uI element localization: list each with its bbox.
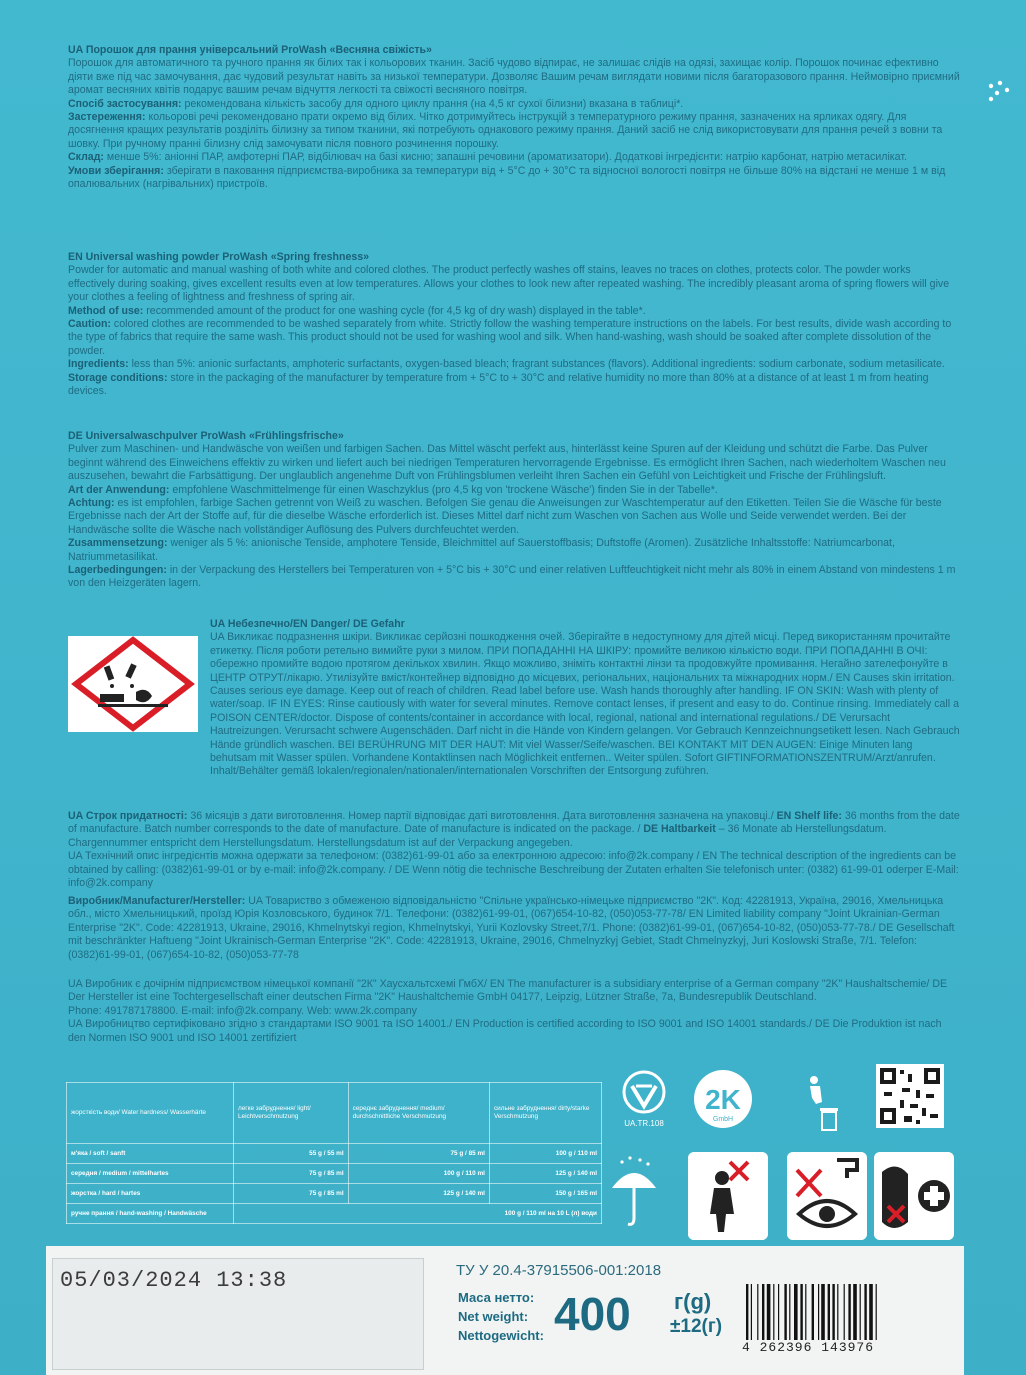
barcode-bar: [848, 1284, 850, 1342]
danger-title: UA Небезпечно/EN Danger/ DE Gefahr: [210, 618, 405, 630]
en-description: Powder for automatic and manual washing of both white and colored clothes. The product perfectly washes off stains, leaves no traces on clothes, protects color. The powder works effectively during soaking, gives excellent results even at low temperatures. Allows your clothes to look new after repeated washing. The incredibly pleasant aroma of spring flowers will give your clothes a feeling of lightness and freshness of spring air.: [68, 264, 950, 304]
en-method-label: Method of use:: [68, 304, 144, 317]
barcode-bar: [794, 1284, 798, 1342]
barcode-bar: [864, 1284, 866, 1342]
dosage-handwash-row: [67, 1204, 602, 1224]
corrosive-hazard-icon: [68, 636, 198, 732]
de-caution-label: Achtung:: [68, 497, 115, 510]
production-date-stamp: 05/03/2024 13:38: [60, 1268, 288, 1293]
barcode-bar: [812, 1284, 814, 1342]
eye-wash-icon: [787, 1152, 867, 1240]
barcode-bar: [762, 1284, 764, 1342]
de-storage-text: in der Verpackung des Herstellers bei Temperaturen von + 5°C bis + 30°C und einer relativen Luftfeuchtigkeit nicht mehr als 80% in einem Abstand von mindestens 1 m von den Heizgeräten lagern.: [68, 564, 956, 590]
barcode-bar: [860, 1284, 861, 1342]
tech-description-text: UA Технічний опис інгредієнтів можна одержати за телефоном: (0382)61-99-01 або за електронною адресою: info@2k.company / EN The technical description of the ingredients can be obtained by calling: (0382)61-99-01 or by e-mail: info@2k.company. / DE Wenn nötig die technische Beschreibung der Zutaten erhalten Sie telefonisch unter: (0382) 61-99-01 oderper E-Mail: info@2k.company: [68, 850, 959, 890]
2k-logo-icon: [692, 1068, 754, 1130]
de-method-text: empfohlene Waschmittelmenge für einen Waschzyklus (pro 4,5 kg von 'trockene Wäsche') finden Sie in der Tabelle*.: [172, 483, 718, 496]
barcode-bar: [837, 1284, 838, 1342]
dosage-header-cell: легке забруднення/ light/ Leichtverschmutzung: [234, 1083, 349, 1144]
dosage-cell: 100 g / 110 ml: [489, 1144, 601, 1164]
weight-unit: г(g): [674, 1289, 712, 1314]
en-ingredients-text: less than 5%: anionic surfactants, amphoteric surfactants, oxygen-based bleach; fragrant substances (flavors). Additional ingredients: sodium carbonate, sodium metasilicate.: [131, 358, 945, 371]
barcode-bar: [828, 1284, 830, 1342]
dosage-cell: 125 g / 140 ml: [348, 1184, 489, 1204]
de-storage-label: Lagerbedingungen:: [68, 564, 167, 577]
barcode-bar: [778, 1284, 779, 1342]
ua-method-text: рекомендована кількість засобу для одного циклу прання (на 4,5 кг сухої білизни) вказана в таблиці*.: [184, 97, 684, 110]
en-storage-text: store in the packaging of the manufacturer by temperature from + 5°C to + 30°C and relative humidity no more than 80% at a distance of at least 1 m from heating devices.: [68, 371, 929, 398]
barcode-bar: [757, 1284, 758, 1342]
brand-logo-text: 2K: [705, 1084, 741, 1115]
shelf-ua-text: 36 місяців з дати виготовлення. Номер партії відповідає даті виготовлення. Дата виготовлення зазначена на упаковці./: [190, 810, 774, 822]
barcode-bar: [853, 1284, 857, 1342]
dosage-header-cell: жорсткість води/ Water hardness/ Wasserhärte: [67, 1083, 234, 1144]
barcode-bar: [773, 1284, 774, 1342]
ua-caution-text: кольорові речі рекомендовано прати окремо від білих. Чітко дотримуйтесь інструкцій з температурного режиму прання, зазначених на ярликах одягу. Для досягнення кращих результатів розділіть білизну за типом тканини, які потребують однакового режиму прання. Даний засіб не слід використовувати для прання речей з вовни та шовку. При ручному пранні білизну слід замочувати після повного розчинення порошку.: [68, 111, 943, 150]
dosage-cell: 100 g / 110 ml: [348, 1164, 489, 1184]
brand-small-text: GmbH: [712, 1116, 734, 1123]
dosage-cell: м'яка / soft / sanft: [67, 1144, 234, 1164]
qr-code-icon: [876, 1064, 944, 1128]
barcode-bar: [746, 1284, 748, 1342]
barcode-bar: [844, 1284, 845, 1342]
net-weight-label-en: Net weight:: [458, 1309, 529, 1324]
barcode-bar: [876, 1284, 877, 1342]
dosage-header-row: [67, 1083, 602, 1144]
dosage-row: [67, 1164, 602, 1184]
iso-text: UA Виробництво сертифіковано згідно з стандартами ISO 9001 та ISO 14001./ EN Production is certified according to ISO 9001 and ISO 14001 standards./ DE Die Produktion ist nach den Normen ISO 9001 und ISO 14001 zertifiziert: [68, 1018, 942, 1044]
weight-tolerance: ±12(г): [670, 1316, 723, 1337]
de-composition-label: Zusammensetzung:: [68, 537, 168, 550]
dosage-handwash-value: 100 g / 110 ml на 10 L (л) води: [234, 1204, 602, 1224]
dosage-header-cell: сильне забруднення/ dirty/starke Verschmutzung: [489, 1083, 601, 1144]
barcode-bar: [789, 1284, 790, 1342]
parent-company-section: [68, 978, 960, 1045]
manufacturer-section: [68, 895, 960, 962]
cert-label: UA.TR.108: [624, 1119, 664, 1128]
barcode-bar: [821, 1284, 825, 1342]
shelf-ua-label: UA Строк придатності:: [68, 810, 188, 822]
certification-mark-icon: [618, 1068, 670, 1130]
shelf-de-label: DE Haltbarkeit: [643, 823, 716, 836]
ua-description: Порошок для автоматичного та ручного прання як білих так і кольорових тканин. Засіб чудово відпирає, не залишає слідів на одязі, захищає колір. Порошок починає ефективно діяти вже під час замочування, дає чудовий результат навіть за низької температури. Дозволяє Вашим речам виглядати новими після багаторазового прання. Неймовірно приємний аромат весняних квітів подарує вашим речам відчуття легкості та свіжості весняного повітря.: [68, 57, 960, 97]
dosage-cell: середня / medium / mittelhartes: [67, 1164, 234, 1184]
en-caution-label: Caution:: [68, 318, 111, 331]
manufacturer-text: UA Товариство з обмеженою відповідальністю "Спільне українсько-німецьке підприємство "2К". Код: 42281913, Україна, 29016, Хмельницька обл., місто Хмельницький, проїзд Юрія Козловського, будинок 7/1. Телефони: (0382)61-99-01, (067)654-10-82, (050)053-77-78/ EN Limited liability company "Joint Ukrainian-German Enterprise "2K". Code: 42281913, Ukraine, 29016, Khmelnytskyi region, Khmelnytskyi, Yurii Kozlovsky Street,7/1. Phone: (0382)61-99-01, (067)654-10-82, (050)053-77-78./ DE Gesellschaft mit beschränkter Haftueng "Joint Ukrainisch-German Enterprise "2K". Code: 42281913, Ukraine, 29016, Chmelnyzkyj Gebiet, Stadt Chmelnyzkyj, Juri Koslowski Straße, 7/1. Telefon: (0382)61-99-01, (067)654-10-82, (050)053-77-78: [68, 895, 955, 961]
barcode-bar: [832, 1284, 834, 1342]
contacts-text: Phone: 491787178800. E-mail: info@2k.company. Web: www.2k.company: [68, 1004, 417, 1017]
barcode-bar: [751, 1284, 752, 1342]
parent-company-text: UA Виробник є дочірнім підприємством німецької компанії "2К" Хаусхальтсхемі ГмбХ/ EN The manufacturer is a subsidiary enterprise of a German company "2K" Haushaltschemie/ DE Der Hersteller ist eine Tochtergesellschaft einer deutschen Firma "2K" Haushaltchemie GmbH 04177, Leipzig, Lützner Straße, 7a, Bundesrepublik Deutschland.: [68, 978, 948, 1004]
net-weight-label-ua: Маса нетто:: [458, 1290, 535, 1305]
barcode-bar: [784, 1284, 786, 1342]
de-description: Pulver zum Maschinen- und Handwäsche von weißen und farbigen Sachen. Das Mittel wäscht perfekt aus, hinterlässt keine Spuren auf der Kleidung und schützt die Farbe. Das Pulver beginnt während des Einweichens effektiv zu wirken und liefert auch bei niedrigen Temperaturen hervorragende Ergebnisse. Es ermöglicht Ihren Sachen, nach wiederholtem Waschen neu auszusehen, bewahrt die Farbsättigung. Der unglaublich angenehme Duft von Frühlingsblumen verleiht Ihren Sachen ein Gefühl von Leichtigkeit und Frische der Frühlingsluft.: [68, 443, 946, 483]
barcode-bar: [767, 1284, 771, 1342]
dosage-cell: 55 g / 55 ml: [234, 1144, 349, 1164]
dosage-cell: 75 g / 85 ml: [348, 1144, 489, 1164]
ua-method-label: Спосіб застосування:: [68, 97, 182, 110]
dispose-bin-icon: [800, 1068, 840, 1146]
danger-section: [68, 618, 960, 779]
dosage-table: [66, 1082, 602, 1224]
dosage-cell: 150 g / 165 ml: [489, 1184, 601, 1204]
tu-standard-label: ТУ У 20.4-37915506-001:2018: [456, 1262, 662, 1279]
de-title: DE Universalwaschpulver ProWash «Frühlingsfrische»: [68, 430, 344, 442]
dosage-cell: ручне прання / hand-washing / Handwäsche: [67, 1204, 234, 1224]
shelf-en-label: EN Shelf life:: [776, 810, 842, 822]
en-description-section: [68, 251, 960, 398]
manufacturer-label: Виробник/Manufacturer/Hersteller:: [68, 895, 246, 907]
ua-description-section: [68, 44, 960, 191]
ua-storage-text: зберігати в паковання підприємства-виробника за температури від + 5°C до + 30°C та відносної вологості повітря не більше 80% на відстані не менше 1 м від опалювальних (нагрівальних) пристроїв.: [68, 164, 946, 191]
en-caution-text: colored clothes are recommended to be washed separately from white. Strictly follow the washing temperature instructions on the labels. For best results, divide wash according to the type of fabrics that require the same wash. This product should not be used for washing wool and silk. When hand-washing, wash should be soaked after complete dissolution of the powder.: [68, 318, 952, 357]
en-ingredients-label: Ingredients:: [68, 358, 129, 371]
shelf-life-section: [68, 810, 960, 890]
ua-title: UA Порошок для прання універсальний ProWash «Весняна свіжість»: [68, 44, 432, 56]
barcode-bar: [805, 1284, 806, 1342]
dosage-cell: 75 g / 85 ml: [234, 1164, 349, 1184]
shelf-en-text: 36 months from the date of manufacture. Batch number corresponds to the date of manufacture. Date of manufacture is indicated on the package. /: [68, 810, 960, 836]
danger-text: UA Викликає подразнення шкіри. Викликає серйозні пошкодження очей. Зберігайте в недоступному для дітей місці. Перед використанням прочитайте етикетку. Після роботи ретельно вимийте руки з милом. ПРИ ПОПАДАННІ НА ШКІРУ: промийте великою кількістю води. ПРИ ПОПАДАННІ В ОЧІ: обережно промийте водою протягом декількох хвилин. Якщо можливо, зніміть контактні лінзи та продовжуйте промивання. Негайно зателефонуйте в ЦЕНТР ОТРУТ/лікарю. Утилізуйте вміст/контейнер відповідно до місцевих, регіональних, національних та міжнародних норм./ EN Causes skin irritation. Causes serious eye damage. Keep out of reach of children. Read label before use. Wash hands thoroughly after handling. IF ON SKIN: Wash with plenty of water/soap. IF IN EYES: Rinse cautiously with water for several minutes. Remove contact lenses, if present and easy to do. Continue rinsing. Immediately call a POISON CENTER/doctor. Dispose of contents/container in accordance with local, regional, national and international regulations./ DE Verursacht Hautreizungen. Verursacht schwere Augenschäden. Darf nicht in die Hände von Kindern gelangen. Vor Gebrauch Kennzeichnungsetikett lesen. Nach Gebrauch Hände gründlich waschen. BEI BERÜHRUNG MIT DER HAUT: Mit viel Wasser/Seife/waschen. BEI KONTAKT MIT DEN AUGEN: Einige Minuten lang behutsam mit Wasser spülen. Vorhandene Kontaktlinsen nach Möglichkeit entfernen.. Weiter spülen. Sofort GIFTINFORMATIONSZENTRUM/Arzt/anrufen. Inhalt/Behälter gemäß lokalen/regionalen/nationalen/internationalen Vorschriften der Entsorgung zuführen.: [210, 631, 960, 778]
de-caution-text: es ist empfohlen, farbige Sachen getrennt von Weiß zu waschen. Befolgen Sie genau die Anweisungen zur Waschtemperatur auf den Etiketten. Teilen Sie die Wäsche für beste Ergebnisse nach der Art der Stoffe auf, für die dieselbe Wäsche erforderlich ist. Dieses Mittel darf nicht zum Waschen von Sachen aus Wolle und Seide verwendet werden. Bei der Handwäsche sollte die Wäsche nach vollständiger Auflösung des Pulvers durchfeuchtet werden.: [68, 497, 942, 536]
ua-storage-label: Умови зберігання:: [68, 164, 164, 177]
net-weight-label-de: Nettogewicht:: [458, 1328, 544, 1343]
shelf-de-text: – 36 Monate ab Herstellungsdatum. Chargennummer entspricht dem Herstellungsdatum. Herstellungsdatum ist auf der Verpackung angegeben.: [68, 823, 887, 849]
keep-dry-icon: [608, 1152, 660, 1232]
ua-composition-label: Склад:: [68, 151, 104, 164]
en-method-text: recommended amount of the product for one washing cycle (for 4,5 kg of dry wash) displayed in the table*.: [146, 304, 646, 317]
dosage-cell: 75 g / 85 ml: [234, 1184, 349, 1204]
dosage-cell: 125 g / 140 ml: [489, 1164, 601, 1184]
dosage-row: [67, 1184, 602, 1204]
de-description-section: [68, 430, 960, 591]
ua-caution-label: Застереження:: [68, 111, 146, 124]
de-method-label: Art der Anwendung:: [68, 483, 170, 496]
barcode-bar: [869, 1284, 873, 1342]
barcode-bar: [818, 1284, 819, 1342]
en-title: EN Universal washing powder ProWash «Spring freshness»: [68, 251, 370, 263]
dosage-cell: жорстка / hard / hartes: [67, 1184, 234, 1204]
barcode-bar: [800, 1284, 802, 1342]
dosage-header-cell: середнє забруднення/ medium/ durchschnittliche Verschmutzung: [348, 1083, 489, 1144]
eye-protection-icon: [874, 1152, 954, 1240]
en-storage-label: Storage conditions:: [68, 371, 168, 384]
net-weight-value: 400: [554, 1288, 631, 1340]
de-composition-text: weniger als 5 %: anionische Tenside, amphotere Tenside, Bleichmittel auf Sauerstoffbasis; Duftstoffe (Aromen). Zusätzliche Inhaltsstoffe: Natriumcarbonat, Natriummetasilikat.: [68, 537, 895, 563]
barcode-digits: 4 262396 143976: [742, 1340, 942, 1355]
decor-dots-icon: [985, 78, 1015, 108]
ua-composition-text: менше 5%: аніонні ПАР, амфотерні ПАР, відбілювач на базі кисню; запашні речовини (ароматизатори). Додаткові інгредієнти: натрію карбонат, натрію метасилікат.: [106, 151, 907, 164]
keep-away-children-icon: [688, 1152, 768, 1240]
dosage-row: [67, 1144, 602, 1164]
